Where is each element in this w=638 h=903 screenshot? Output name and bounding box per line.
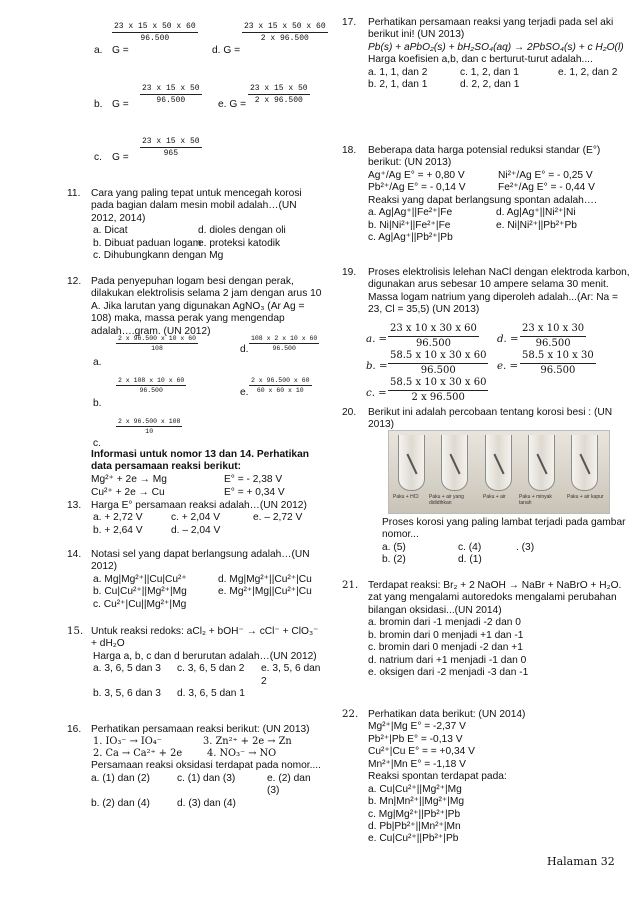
q22-data-mn: Mn²⁺|Mn E° = -1,18 V: [368, 758, 466, 770]
q15-option-d[interactable]: d. 3, 6, 5 dan 1: [177, 688, 245, 700]
q20-option-b[interactable]: b. (2): [382, 554, 406, 566]
q21-option-e[interactable]: e. oksigen dari -2 menjadi -3 dan -1: [368, 667, 529, 679]
q21-body: [368, 580, 636, 680]
q22-option-e[interactable]: e. Cu|Cu²⁺||Pb²⁺|Pb: [368, 833, 459, 845]
q14-option-b[interactable]: b. Cu|Cu²⁺||Mg²⁺|Mg: [93, 586, 187, 598]
q22-text: Perhatikan data berikut: (UN 2014): [368, 709, 526, 720]
q20-option-c[interactable]: c. (4): [458, 541, 482, 553]
q17-option-b[interactable]: b. 2, 1, dan 1: [368, 79, 428, 91]
q19-c-denominator: 2 x 96.500: [411, 391, 465, 403]
q17-subtext: Harga koefisien a,b, dan c berturut-turut adalah....: [368, 54, 593, 66]
q19-number: 19.: [342, 267, 357, 278]
q14-body: [91, 549, 327, 611]
q19-option-a-fraction: [388, 323, 479, 349]
q10-option-b-fraction: [140, 84, 202, 105]
q13-text: Harga E° persamaan reaksi adalah…(UN 2012): [91, 500, 307, 511]
q22-data-cu: Cu²⁺|Cu E° = = +0,34 V: [368, 746, 475, 758]
q15-body: [91, 626, 327, 701]
q19-a-numerator: 23 x 10 x 30 x 60: [388, 323, 479, 337]
nail-icon: [579, 454, 590, 475]
q20-number: 20.: [342, 407, 357, 418]
q19-c-numerator: 58.5 x 10 x 30 x 60: [388, 377, 488, 391]
q19-e-numerator: 58.5 x 10 x 30: [520, 350, 596, 364]
info-reaction-2: Cu²⁺ + 2e → Cu: [91, 487, 165, 498]
q12-option-e[interactable]: e.: [240, 387, 249, 398]
q16-reaction-3: 3. Zn²⁺ + 2e → Zn: [203, 736, 292, 748]
test-tube-5: [571, 435, 598, 491]
q19-option-e[interactable]: e. =: [497, 361, 519, 372]
q20-subtext: Proses korosi yang paling lambat terjadi pada gambar nomor...: [382, 517, 626, 541]
q19-d-denominator: 96.500: [535, 337, 571, 349]
q10-option-d-fraction: [242, 22, 328, 43]
q10-option-b-label: b.: [94, 99, 103, 110]
q12-option-d[interactable]: d.: [240, 344, 249, 355]
q10-c-numerator: 23 x 15 x 50: [140, 137, 202, 148]
q10-option-d-label: d. G =: [212, 45, 241, 56]
q14-option-a[interactable]: a. Mg|Mg²⁺||Cu|Cu²⁺: [93, 573, 187, 585]
q16-option-e[interactable]: e. (2) dan (3): [267, 772, 311, 797]
q20-option-d[interactable]: d. (1): [458, 554, 482, 566]
q12-a-denominator: 108: [151, 345, 163, 353]
corrosion-experiment-image: [388, 430, 610, 514]
q16-option-d[interactable]: d. (3) dan (4): [177, 797, 236, 809]
q10-d-denominator: 2 x 96.500: [260, 34, 309, 44]
q14-number: 14.: [67, 549, 82, 560]
q16-reaction-4: 4. NO₃⁻ → NO: [207, 748, 277, 760]
q22-body: [368, 709, 630, 846]
q22-number: 22.: [342, 709, 359, 720]
q10-b-numerator: 23 x 15 x 50: [140, 84, 202, 95]
q21-number: 21.: [342, 580, 359, 591]
q13-option-b[interactable]: b. + 2,64 V: [93, 524, 143, 536]
q10-option-e-label: e. G =: [218, 99, 247, 110]
q10-d-numerator: 23 x 15 x 50 x 60: [242, 22, 328, 33]
q12-e-denominator: 60 x 60 x 10: [256, 387, 304, 395]
q17-text: Perhatikan persamaan reaksi yang terjadi pada sel aki berikut ini! (UN 2013): [368, 17, 614, 41]
q12-b-numerator: 2 x 108 x 10 x 60: [116, 377, 186, 386]
q18-subtext: Reaksi yang dapat berlangsung spontan adalah….: [368, 194, 597, 206]
q10-option-a-fraction: [112, 22, 198, 43]
q12-d-numerator: 108 x 2 x 10 x 60: [249, 335, 319, 344]
q12-e-numerator: 2 x 96.500 x 60: [249, 377, 312, 386]
q14-option-d[interactable]: d. Mg|Mg²⁺||Cu²⁺|Cu: [218, 573, 312, 585]
q12-option-b[interactable]: b.: [93, 398, 102, 409]
q16-reaction-2: 2. Ca → Ca²⁺ + 2e: [93, 748, 183, 760]
q16-option-c[interactable]: c. (1) dan (3): [177, 772, 236, 784]
q12-text: Pada penyepuhan logam besi dengan perak, dilakukan elektrolisis selama 2 jam dengan arus 10 A. Jika larutan yang digunakan AgNO₃ (Ar Ag = 108) maka, massa perak yang mengendap adalah….gram. (UN 2012): [91, 276, 322, 337]
q15-option-e[interactable]: e. 3, 5, 6 dan 2: [261, 663, 321, 687]
page-number: Halaman 32: [547, 855, 615, 868]
q20-option-a[interactable]: a. (5): [382, 541, 406, 553]
q12-option-a-fraction: [116, 335, 198, 353]
test-tube-2: [441, 435, 468, 491]
q12-option-a[interactable]: a.: [93, 357, 102, 368]
q10-option-b-g: G =: [112, 99, 129, 110]
q19-b-numerator: 58.5 x 10 x 30 x 60: [388, 350, 488, 364]
test-tube-1: [398, 435, 425, 491]
info-13-14-title: Informasi untuk nomor 13 dan 14. Perhatikan data persamaan reaksi berikut:: [91, 449, 309, 473]
q20-answer-block: [382, 517, 632, 567]
q22-option-b[interactable]: b. Mn|Mn²⁺||Mg²⁺|Mg: [368, 796, 465, 808]
q22-data-mg: Mg²⁺|Mg E° = -2,37 V: [368, 721, 466, 733]
q14-text: Notasi sel yang dapat berlangsung adalah…(UN 2012): [91, 549, 310, 573]
q12-option-b-fraction: [116, 377, 186, 395]
q21-option-b[interactable]: b. bromin dari 0 menjadi +1 dan -1: [368, 629, 524, 641]
q11-text: Cara yang paling tepat untuk mencegah korosi pada bagian dalam mesin mobil adalah…(UN 2012, 2014): [91, 188, 302, 224]
tube-label-4: Paku + minyak tanah: [519, 494, 552, 507]
q19-option-b-fraction: [388, 350, 488, 376]
tube-label-5: Paku + air kapur: [567, 494, 604, 500]
q19-d-numerator: 23 x 10 x 30: [520, 323, 586, 337]
q21-option-c[interactable]: c. bromin dari 0 menjadi -2 dan +1: [368, 642, 523, 654]
q16-body: [91, 724, 327, 810]
q12-option-c-fraction: [116, 418, 182, 436]
q13-option-e[interactable]: e. – 2,72 V: [253, 512, 303, 524]
info-reaction-1-potential: E° = - 2,38 V: [224, 474, 283, 485]
tube-label-2: Paku + air yang dididihkan: [429, 494, 464, 507]
q13-number: 13.: [67, 500, 82, 511]
q21-option-a[interactable]: a. bromin dari -1 menjadi -2 dan 0: [368, 617, 521, 629]
q10-a-numerator: 23 x 15 x 50 x 60: [112, 22, 198, 33]
info-reaction-2-potential: E° = + 0,34 V: [224, 487, 285, 498]
q10-option-a-g: G =: [112, 45, 129, 56]
q22-option-a[interactable]: a. Cu|Cu²⁺||Mg²⁺|Mg: [368, 783, 462, 795]
q18-number: 18.: [342, 145, 357, 156]
q19-text: Proses elektrolisis lelehan NaCl dengan elektroda karbon, digunakan arus sebesar 10 ampere selama 30 menit. Massa logam natrium yang diperoleh adalah...(Ar: Na = 23, Cl = 35,5) (UN 2013): [368, 267, 630, 316]
q11-option-b[interactable]: b. Dibuat paduan logam: [93, 237, 202, 249]
q18-text: Beberapa data harga potensial reduksi standar (E°) berikut: (UN 2013): [368, 145, 601, 169]
q12-b-denominator: 96.500: [139, 387, 163, 395]
q18-option-c[interactable]: c. Ag|Ag⁺||Pb²⁺|Pb: [368, 232, 453, 244]
q15-option-a[interactable]: a. 3, 6, 5 dan 3: [93, 663, 161, 675]
test-tube-3: [485, 435, 512, 491]
q21-option-d[interactable]: d. natrium dari +1 menjadi -1 dan 0: [368, 654, 527, 666]
q18-option-b[interactable]: b. Ni|Ni²⁺||Fe²⁺|Fe: [368, 219, 451, 231]
q11-option-a[interactable]: a. Dicat: [93, 225, 128, 237]
q12-option-d-fraction: [249, 335, 319, 353]
q10-option-c-g: G =: [112, 152, 129, 163]
q17-equation: Pb(s) + aPbO₂(s) + bH₂SO₄(aq) → 2PbSO₄(s) + c H₂O(l): [368, 41, 624, 53]
q18-option-a[interactable]: a. Ag|Ag⁺||Fe²⁺|Fe: [368, 207, 453, 219]
q19-option-c-fraction: [388, 377, 488, 403]
nail-icon: [493, 454, 504, 475]
q12-a-numerator: 2 x 96.500 x 10 x 60: [116, 335, 198, 344]
q10-b-denominator: 96.500: [156, 96, 186, 106]
q17-option-d[interactable]: d. 2, 2, dan 1: [460, 79, 520, 91]
nail-icon: [449, 454, 460, 475]
q12-c-denominator: 10: [145, 428, 154, 436]
q11-body: [91, 188, 324, 263]
q10-option-c-label: c.: [94, 152, 102, 163]
q10-e-numerator: 23 x 15 x 50: [248, 84, 310, 95]
q19-option-d-fraction: [520, 323, 586, 349]
q17-option-e[interactable]: e. 1, 2, dan 2: [558, 66, 618, 78]
q16-subtext: Persamaan reaksi oksidasi terdapat pada nomor....: [91, 760, 321, 772]
q14-option-e[interactable]: e. Mg²⁺|Mg||Cu²⁺|Cu: [218, 586, 312, 598]
test-tube-4: [528, 435, 555, 491]
q18-potential-fe: Fe²⁺/Ag E° = - 0,44 V: [498, 182, 595, 194]
q15-text: Untuk reaksi redoks: aCl₂ + bOH⁻ → cCl⁻ + ClO₃⁻ + dH₂O: [91, 626, 319, 650]
q19-option-c[interactable]: c. =: [366, 388, 387, 399]
q18-potential-pb: Pb²⁺/Ag E° = - 0,14 V: [368, 182, 466, 194]
q19-option-a[interactable]: a. =: [366, 334, 388, 345]
q22-data-pb: Pb²⁺|Pb E° = -0,13 V: [368, 733, 463, 745]
q16-reaction-1: 1. IO₃⁻ → IO₄⁻: [93, 736, 162, 748]
q21-text: Terdapat reaksi: Br₂ + 2 NaOH → NaBr + NaBrO + H₂O. zat yang mengalami autoredoks mengalami perubahan bilangan oksidasi...(UN 2014): [368, 580, 622, 616]
tube-label-3: Paku + air: [483, 494, 506, 500]
q12-number: 12.: [67, 276, 82, 287]
q18-potential-ag: Ag⁺/Ag E° = + 0,80 V: [368, 169, 465, 181]
q19-option-d[interactable]: d. =: [497, 334, 519, 345]
tube-label-1: Paku + HCl: [393, 494, 419, 500]
q14-option-c[interactable]: c. Cu²⁺|Cu||Mg²⁺|Mg: [93, 598, 187, 610]
q10-option-a-label: a.: [94, 45, 103, 56]
q13-option-c[interactable]: c. + 2,04 V: [171, 512, 220, 524]
q12-c-numerator: 2 x 96.500 x 108: [116, 418, 182, 427]
q22-option-d[interactable]: d. Pb|Pb²⁺||Mn²⁺|Mn: [368, 820, 461, 832]
q18-option-d[interactable]: d. Ag|Ag⁺||Ni²⁺|Ni: [496, 207, 576, 219]
q13-option-d[interactable]: d. – 2,04 V: [171, 524, 221, 536]
q11-number: 11.: [67, 188, 81, 199]
q11-option-e[interactable]: e. proteksi katodik: [198, 237, 281, 249]
q18-potential-ni: Ni²⁺/Ag E° = - 0,25 V: [498, 169, 593, 181]
q10-a-denominator: 96.500: [140, 34, 170, 44]
nail-icon: [406, 454, 417, 475]
q17-option-c[interactable]: c. 1, 2, dan 1: [460, 66, 519, 78]
q12-option-c[interactable]: c.: [93, 438, 101, 449]
q15-option-c[interactable]: c. 3, 6, 5 dan 2: [177, 663, 245, 675]
q19-e-denominator: 96.500: [540, 364, 576, 376]
q16-option-a[interactable]: a. (1) dan (2): [91, 772, 150, 784]
q10-option-e-fraction: [248, 84, 310, 105]
q10-option-c-fraction: [140, 137, 202, 158]
q10-c-denominator: 965: [163, 149, 178, 159]
q19-b-denominator: 96.500: [420, 364, 456, 376]
q19-option-e-fraction: [520, 350, 596, 376]
q22-option-c[interactable]: c. Mg|Mg²⁺||Pb²⁺|Pb: [368, 808, 461, 820]
q17-option-a[interactable]: a. 1, 1, dan 2: [368, 66, 428, 78]
q18-option-e[interactable]: e. Ni|Ni²⁺||Pb²⁺Pb: [496, 219, 577, 231]
q20-option-e[interactable]: . (3): [516, 541, 535, 553]
nail-icon: [536, 454, 547, 475]
q18-body: [368, 145, 630, 245]
q15-subtext: Harga a, b, c dan d berurutan adalah…(UN 2012): [93, 650, 317, 662]
q13-option-a[interactable]: a. + 2,72 V: [93, 512, 143, 524]
q11-option-c[interactable]: c. Dihubungkann dengan Mg: [93, 250, 224, 262]
q19-a-denominator: 96.500: [415, 337, 451, 349]
q20-text: Berikut ini adalah percobaan tentang korosi besi : (UN 2013): [368, 407, 613, 431]
q11-option-d[interactable]: d. dioles dengan oli: [198, 225, 286, 237]
q12-option-e-fraction: [249, 377, 312, 395]
q19-option-b[interactable]: b. =: [366, 361, 388, 372]
q16-text: Perhatikan persamaan reaksi berikut: (UN 2013): [91, 724, 310, 735]
q17-body: [368, 17, 630, 92]
q15-option-b[interactable]: b. 3, 5, 6 dan 3: [93, 688, 161, 700]
q13-body: [91, 500, 324, 537]
q15-number: 15.: [67, 626, 84, 637]
q10-e-denominator: 2 x 96.500: [254, 96, 303, 106]
q16-option-b[interactable]: b. (2) dan (4): [91, 797, 150, 809]
q16-number: 16.: [67, 724, 82, 735]
q12-d-denominator: 96.500: [272, 345, 296, 353]
q22-subtext: Reaksi spontan terdapat pada:: [368, 771, 507, 783]
info-reaction-1: Mg²⁺ + 2e → Mg: [91, 474, 167, 485]
q17-number: 17.: [342, 17, 357, 28]
